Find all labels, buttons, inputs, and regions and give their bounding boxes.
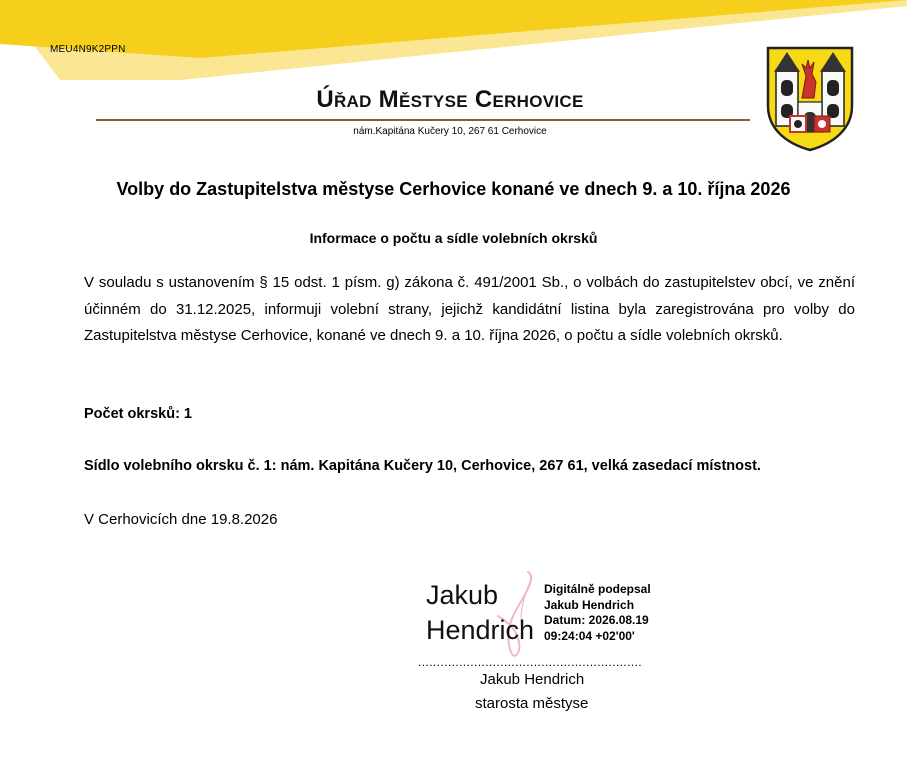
digital-signature-line: Digitálně podepsal — [544, 582, 651, 596]
signature-last-name: Hendrich — [426, 615, 535, 645]
signer-name: Jakub Hendrich — [480, 671, 585, 688]
office-address: nám.Kapitána Kučery 10, 267 61 Cerhovice — [353, 126, 547, 137]
document-id: MEU4N9K2PPN — [50, 44, 126, 55]
digital-signature-details — [544, 582, 651, 644]
document-heading: Volby do Zastupitelstva městyse Cerhovice konané ve dnech 9. a 10. října 2026 — [116, 179, 791, 199]
district-seat: Sídlo volebního okrsku č. 1: nám. Kapitána Kučery 10, Cerhovice, 267 61, velká zasedací místnost. — [84, 458, 761, 474]
office-title: Úřad Městyse Cerhovice — [316, 86, 584, 113]
body-paragraph: V souladu s ustanovením § 15 odst. 1 písm. g) zákona č. 491/2001 Sb., o volbách do zastupitelstev obcí, ve znění účinném do 31.12.2025, informuji volební strany, jejichž kandidátní listina byla zaregistrována pro volby do Zastupitelstva městyse Cerhovice, konané ve dnech 9. a 10. října 2026, o počtu a sídle volebních okrsků. — [84, 274, 855, 344]
header-rule — [96, 119, 750, 121]
digital-signature-line: Jakub Hendrich — [544, 597, 635, 612]
place-and-date: V Cerhovicích dne 19.8.2026 — [84, 511, 278, 528]
digital-signature-line: Datum: 2026.08.19 — [544, 613, 649, 627]
signature-first-name: Jakub — [426, 580, 499, 610]
digital-signature-line: 09:24:04 +02'00' — [544, 628, 635, 643]
coat-of-arms-icon — [766, 46, 854, 152]
signature-name — [426, 578, 534, 648]
signer-role: starosta městyse — [475, 695, 589, 712]
document-subheading: Informace o počtu a sídle volebních okrsků — [309, 230, 598, 246]
signature-dotted-line: ............................................................ — [418, 655, 643, 669]
district-count: Počet okrsků: 1 — [84, 406, 192, 422]
